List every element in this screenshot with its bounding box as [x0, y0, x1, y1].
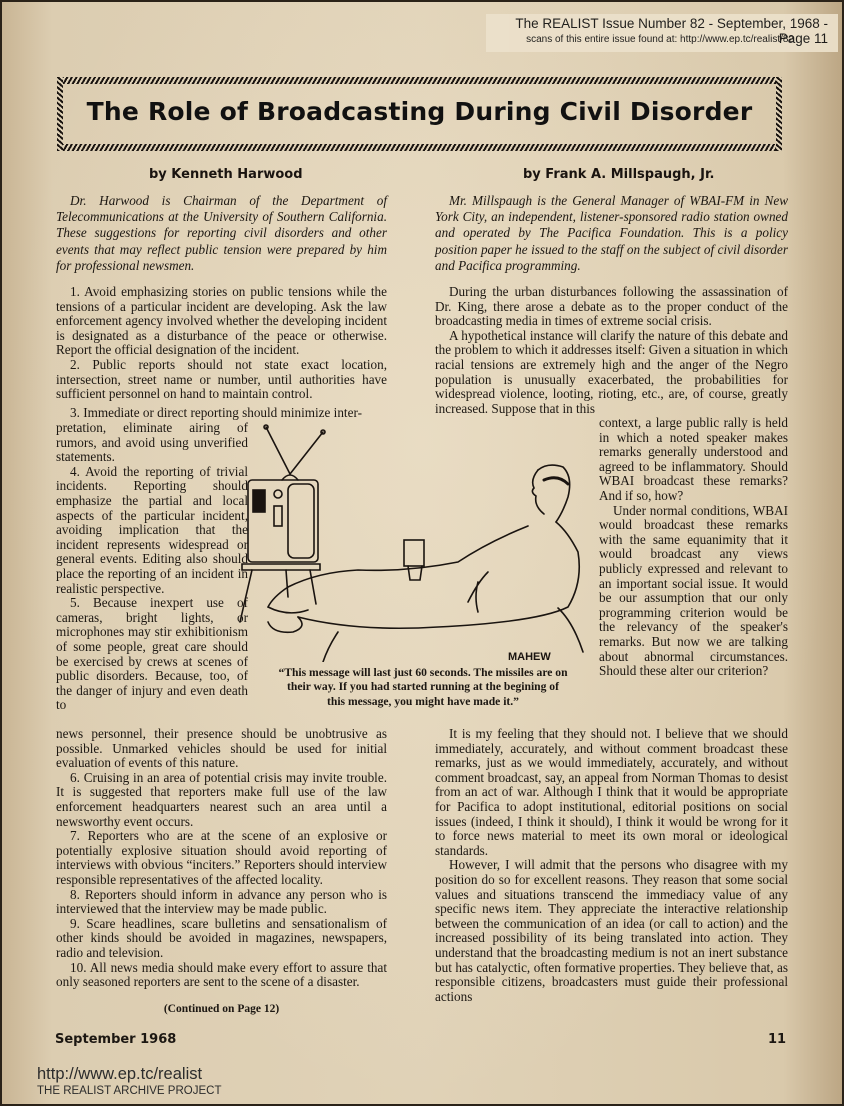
- article-title: The Role of Broadcasting During Civil Disorder: [86, 97, 753, 126]
- harwood-intro: [56, 193, 387, 274]
- body-paragraph: A hypothetical instance will clarify the nature of this debate and the problem to which it addresses itself: Given a situation in which racial tensions are extremely high and the anger of the Negro population is unusually exacerbated, the probabilities for widespread violence, looting, rioting, etc., are, of course, greatly increased. Suppose that in this: [435, 327, 788, 416]
- body-paragraph: During the urban disturbances following the assassination of Dr. King, there arose a debate as to the proper conduct of the broadcasting media in times of extreme social crisis.: [435, 284, 788, 329]
- millspaugh-intro: [435, 193, 788, 274]
- list-item: 10. All news media should make every effort to assure that only seasoned reporters are sent to the scene of a disaster.: [56, 959, 387, 990]
- cartoon-caption: “This message will last just 60 seconds. The missiles are on their way. If you had started running at the begining of this message, you might have made it.”: [278, 666, 568, 708]
- footer-date: September 1968: [55, 1032, 177, 1047]
- cartoon-illustration: [238, 422, 608, 662]
- millspaugh-body-bottom: [435, 727, 788, 1004]
- harwood-items-bottom: [56, 727, 387, 990]
- footer-page-number: 11: [768, 1032, 787, 1047]
- continued-note[interactable]: (Continued on Page 12): [163, 1003, 280, 1015]
- body-paragraph: It is my feeling that they should not. I believe that we should immediately, accurately, and without comment broadcast these remarks, just as we would immediately, accurately, and without comment broadcast, say, an appeal from Norman Thomas to desist from an act of war. Although I think that it would be appropriate for Pacifica to adopt institutional, editorial positions on social issues (indeed, I think it should), I think it would be wrong for it to force news material to meet its own moral or ideological standards.: [435, 726, 788, 858]
- byline-millspaugh: by Frank A. Millspaugh, Jr.: [523, 167, 715, 182]
- list-item-continued: news personnel, their presence should be unobtrusive as possible. Unmarked vehicles should be used for initial evaluation of events of this nature.: [56, 726, 387, 771]
- rope-border-top: [57, 77, 782, 84]
- archive-url-link[interactable]: http://www.ep.tc/realist: [37, 1065, 203, 1083]
- byline-harwood: by Kenneth Harwood: [149, 167, 303, 182]
- list-item: 9. Scare headlines, scare bulletins and sensationalism of other kinds should be avoided in magazines, newspapers, radio and television.: [56, 915, 387, 960]
- list-item: 5. Because inexpert use of cameras, bright lights, or microphones may stir exhibitionism of some people, great care should be exercised by crews at scenes of public disorders. Because, too, of the danger of injury and even death to: [56, 595, 248, 713]
- list-item-continued: pretation, eliminate airing of rumors, and avoid using unverified statements.: [56, 420, 248, 465]
- tv-set-icon: [240, 425, 325, 622]
- list-item: 2. Public reports should not state exact location, intersection, street name or number, until authorities have sufficient personnel on hand to maintain control.: [56, 356, 387, 402]
- archive-project-name: THE REALIST ARCHIVE PROJECT: [37, 1085, 222, 1097]
- archive-header-stamp: [486, 14, 838, 52]
- list-item: 6. Cruising in an area of potential crisis may invite trouble. It is suggested that reporters make full use of the law enforcement headquarters nearest such an area until a newsworthy event occurs.: [56, 769, 387, 829]
- rope-border-bottom: [57, 144, 782, 151]
- scans-link[interactable]: scans of this entire issue found at: http://www.ep.tc/realist/82: [526, 34, 794, 45]
- issue-info: The REALIST Issue Number 82 - September, 1968 - Page 11: [515, 16, 828, 46]
- harwood-wrap-left: [56, 421, 248, 713]
- harwood-items-top: [56, 285, 387, 402]
- body-paragraph: However, I will admit that the persons who disagree with my position do so for excellent reasons. They reason that some social values and situations transcend the immediacy value of any specific news item. They appreciate the interactive relationship between the communication of an idea (or call to action) and the increased possibility of its being translated into action. They understand that the broadcasting medium is not an inert substance but has catalyctic, often formative properties. They believe that, as responsible citizens, broadcasters must guide their professional actions: [435, 857, 788, 1004]
- list-item: 7. Reporters who are at the scene of an explosive or potentially explosive situation should avoid reporting of interviews with obvious “inciters.” Reporters should interview responsible representatives of the affected locality.: [56, 828, 387, 887]
- list-item: 3. Immediate or direct reporting should minimize inter-: [70, 405, 362, 420]
- harwood-items-wrapped: [56, 406, 387, 421]
- list-item: 8. Reporters should inform in advance any person who is interviewed that the interview may be made public.: [56, 886, 387, 917]
- list-item: 1. Avoid emphasizing stories on public tensions while the tensions of a particular incident are developing. Ask the law enforcement agency involved whether the developing incident is designated as a disturbance of the peace or otherwise. Report the official designation of the incident.: [56, 284, 387, 358]
- body-paragraph: Under normal conditions, WBAI would broadcast these remarks with the same equanimity that it would broadcast any views publicly expressed and relevant to an important social issue. It would be our assumption that our only programming criterion would be the relevancy of the speaker's remarks. But now we are talking about abnormal circumstances. Should these alter our criterion?: [599, 502, 788, 679]
- title-frame: [57, 77, 782, 151]
- intro-text: Dr. Harwood is Chairman of the Department of Telecommunications at the University of Southern California. These suggestions for reporting civil disorders and other events that may reflect public tension were prepared by him for professional newsmen.: [56, 193, 387, 273]
- list-item: 4. Avoid the reporting of trivial incidents. Reporting should emphasize the partial and local aspects of the particular incident, avoiding implication that the incident represents widespread or general events. Editing also should place the reporting of an incident in realistic perspective.: [56, 463, 248, 596]
- intro-text: Mr. Millspaugh is the General Manager of WBAI-FM in New York City, an independent, listener-sponsored radio station owned and operated by The Pacifica Foundation. This is a policy position paper he issued to the staff on the subject of civil disorder and Pacifica programming.: [435, 193, 788, 273]
- cartoonist-signature: MAHEW: [508, 651, 551, 662]
- millspaugh-body-top: [435, 285, 788, 416]
- body-paragraph: context, a large public rally is held in which a noted speaker makes remarks generally understood and agreed to be inflammatory. Should WBAI broadcast these remarks? And if so, how?: [599, 415, 788, 503]
